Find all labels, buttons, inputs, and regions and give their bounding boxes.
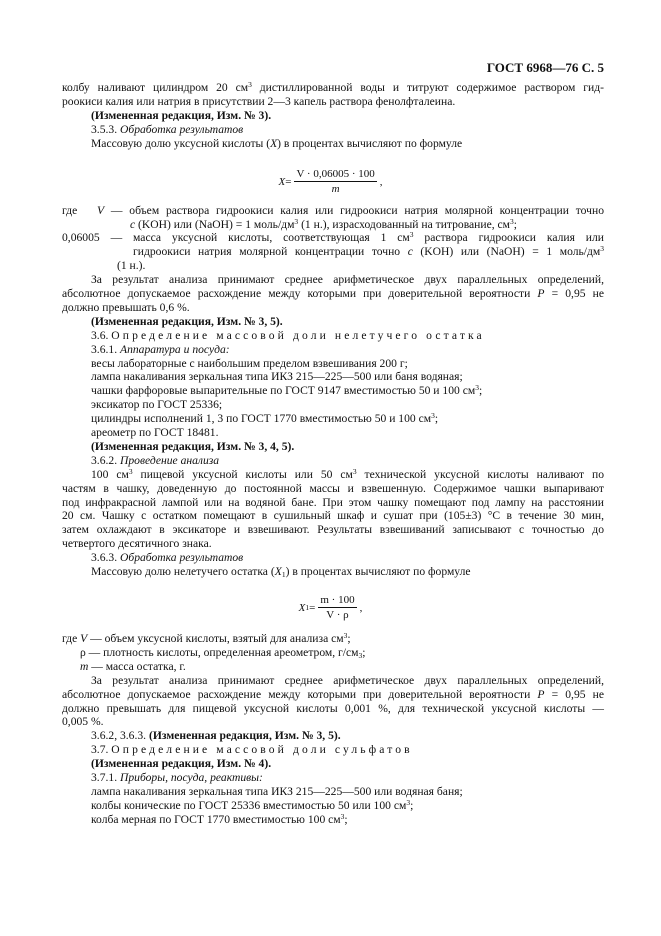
- formula-equals: =: [285, 175, 292, 188]
- formula-denominator: V · ρ: [326, 609, 349, 621]
- text-segment: За результат анализа принимают среднее арифметическое двух параллельных определений,: [91, 673, 604, 687]
- text-line: [62, 496, 604, 510]
- text-segment: эксикатор по ГОСТ 25336;: [91, 398, 223, 412]
- text-line: [91, 109, 604, 123]
- amendment-note: (Измененная редакция, Изм. № 4).: [91, 757, 272, 771]
- text-segment: абсолютное допускаемое расхождение между которыми при доверительной вероятности: [62, 687, 538, 701]
- text-line: [62, 482, 604, 496]
- italic-text: P: [537, 687, 545, 701]
- amendment-note: (Измененная редакция, Изм. № 3, 5).: [148, 729, 341, 743]
- text-segment: колба мерная по ГОСТ 1770 вместимостью 100 см: [91, 812, 341, 826]
- text-segment: гидроокиси натрия молярной концентрации точно: [133, 245, 408, 259]
- text-segment: должно превышать для пищевой уксусной кислоты 0,001 %, для технической уксусной кислоты —: [62, 701, 604, 715]
- formula-denominator: m: [331, 183, 340, 195]
- text-line: [62, 301, 604, 315]
- text-line: [91, 729, 604, 743]
- text-line: [62, 231, 604, 245]
- text-line: [91, 757, 604, 771]
- text-segment: пищевой уксусной кислоты или 50 см: [132, 467, 353, 481]
- italic-text: V: [97, 203, 105, 217]
- superscript: 3: [340, 811, 345, 821]
- text-segment: чашки фарфоровые выпарительные по ГОСТ 9147 вместимостью 50 и 100 см: [91, 384, 476, 398]
- text-segment: = 0,95 не: [544, 687, 604, 701]
- text-segment: колбы конические по ГОСТ 25336 вместимостью 50 или 100 см: [91, 798, 407, 812]
- text-line: [80, 660, 604, 674]
- italic-text: X: [274, 565, 282, 578]
- text-segment: весы лабораторные с наибольшим пределом взвешивания 200 г;: [91, 356, 408, 370]
- text-segment: технической уксусной кислоты наливают по: [356, 467, 604, 481]
- text-line: [91, 123, 604, 137]
- text-line: [62, 203, 604, 218]
- text-segment: 3.6.: [91, 328, 112, 342]
- text-line: [91, 426, 604, 440]
- text-segment: ;: [434, 412, 439, 426]
- amendment-note: (Измененная редакция, Изм. № 3, 5).: [91, 314, 283, 328]
- text-line: [62, 81, 604, 95]
- italic-text: c: [407, 245, 413, 259]
- text-segment: дистиллированной воды и титруют содержимое раствором гид-: [251, 81, 604, 94]
- text-segment: ρ — плотность кислоты, определенная ареометром, г/см: [80, 645, 359, 659]
- text-segment: 3.6.1.: [91, 342, 120, 356]
- text-line: [62, 632, 604, 646]
- text-line: [62, 537, 604, 551]
- text-segment: лампа накаливания зеркальная типа ИКЗ 215—225—500 или водяная баня;: [91, 784, 463, 798]
- text-segment: абсолютное допускаемое расхождение между которыми при доверительной вероятности: [62, 287, 538, 300]
- formula-numerator: m · 100: [320, 594, 355, 606]
- italic-text: Обработка результатов: [119, 122, 244, 136]
- text-line: [91, 468, 604, 482]
- text-line: [62, 523, 604, 537]
- text-line: [91, 273, 604, 287]
- amendment-note: (Измененная редакция, Изм. № 3).: [91, 108, 272, 122]
- text-segment: раствора гидроокиси калия или: [413, 231, 605, 245]
- formula-equals: =: [309, 601, 316, 614]
- formula-fraction: [318, 594, 356, 621]
- superscript: 3: [431, 411, 435, 421]
- text-segment: колбу наливают цилиндром 20 см: [62, 81, 249, 94]
- italic-text: Приборы, посуда, реактивы:: [119, 771, 263, 784]
- text-segment: 20 см. Чашку с остатком помещают в сушильный шкаф и сушат при (105±3) °С в течение 30 мин,: [62, 509, 604, 523]
- text-line: [62, 509, 604, 523]
- formula-comma: ,: [359, 601, 363, 614]
- text-segment: частям в чашку, доведенную до постоянной массы и взвешенную. Содержимое чашки выпаривают: [62, 481, 604, 495]
- text-line: [91, 674, 604, 688]
- text-segment: под инфракрасной лампой или на водяной бане. При этом чашку помещают под лампу на расстоянии: [62, 495, 604, 509]
- text-line: [91, 357, 604, 371]
- text-line: [91, 813, 604, 827]
- text-segment: За результат анализа принимают среднее арифметическое двух параллельных определений,: [91, 273, 604, 287]
- subscript: 1: [281, 570, 286, 579]
- formula-numerator: V · 0,06005 · 100: [296, 168, 375, 180]
- text-segment: затем охлаждают в эксикаторе и взвешивают. Результаты взвешиваний записывают с точностью до: [62, 523, 604, 537]
- text-segment: Массовую долю нелетучего остатка (: [91, 565, 275, 578]
- text-line: [91, 412, 604, 426]
- text-segment: ) в процентах вычисляют по формуле: [277, 136, 463, 150]
- formula-lhs: X: [278, 175, 286, 188]
- text-segment: ;: [344, 812, 348, 826]
- italic-text: V: [80, 632, 88, 645]
- text-segment: 3.6.2, 3.6.3.: [91, 729, 149, 743]
- text-line: [91, 743, 604, 757]
- formula-nonvolatile-residue: X 1 = $\frac{m \cdot 100}{V \cdot \rho}$ ,: [298, 594, 363, 621]
- text-line: [62, 702, 604, 716]
- text-segment: где: [62, 632, 81, 645]
- formula-lhs: X: [298, 601, 306, 614]
- superscript: 3: [128, 466, 133, 476]
- italic-text: X: [270, 136, 278, 150]
- text-segment: роокиси калия или натрия в присутствии 2—3 капель раствора фенолфталеина.: [62, 94, 456, 108]
- superscript: 3: [510, 216, 514, 226]
- superscript: 3: [294, 216, 299, 226]
- text-segment: 100 см: [91, 467, 129, 481]
- text-segment: 3.7.: [91, 743, 112, 757]
- superscript: 3: [475, 383, 479, 393]
- text-segment: 0,005 %.: [62, 715, 104, 729]
- text-segment: ;: [513, 217, 517, 231]
- superscript: 3: [343, 631, 348, 640]
- text-line: [91, 315, 604, 329]
- where-label: где: [62, 203, 78, 217]
- text-segment: 0,06005 — масса уксусной кислоты, соответствующая 1 см: [62, 231, 410, 245]
- text-segment: ;: [347, 632, 351, 645]
- text-line: [91, 785, 604, 799]
- text-segment: ) в процентах вычисляют по формуле: [285, 565, 471, 578]
- text-line: [91, 551, 604, 565]
- text-segment: должно превышать 0,6 %.: [62, 300, 190, 314]
- section-heading: Определение массовой доли нелетучего остатка: [111, 328, 485, 342]
- text-segment: ;: [478, 384, 483, 398]
- text-segment: 3.6.3.: [91, 551, 120, 565]
- italic-text: c: [130, 217, 136, 231]
- text-line: [91, 137, 604, 151]
- text-line: [130, 218, 604, 232]
- italic-text: Проведение анализа: [119, 453, 220, 467]
- text-line: [91, 771, 604, 785]
- text-segment: ареометр по ГОСТ 18481.: [91, 426, 219, 439]
- text-line: [91, 384, 604, 398]
- text-segment: (KOH) или (NaOH) = 1 моль/дм: [135, 217, 295, 231]
- text-line: [91, 343, 604, 357]
- superscript: 3: [409, 230, 414, 240]
- text-segment: ;: [362, 645, 366, 659]
- text-line: [91, 454, 604, 468]
- text-segment: — объем раствора гидроокиси калия или гидроокиси натрия молярной концентрации точно: [104, 203, 604, 217]
- text-segment: лампа накаливания зеркальная типа ИКЗ 215—225—500 или баня водяная;: [91, 370, 463, 384]
- text-segment: Массовую долю уксусной кислоты (: [91, 136, 271, 150]
- amendment-note: (Измененная редакция, Изм. № 3, 4, 5).: [91, 439, 295, 453]
- text-segment: (KOH) или (NaOH) = 1 моль/дм: [412, 245, 601, 259]
- text-line: [80, 646, 604, 660]
- text-line: [62, 287, 604, 301]
- text-line: [91, 565, 604, 579]
- superscript: 3: [600, 244, 604, 254]
- text-segment: четвертого десятичного знака.: [62, 537, 212, 551]
- text-line: [133, 245, 604, 259]
- superscript: 3: [406, 797, 411, 807]
- text-line: [91, 398, 604, 412]
- text-line: [62, 95, 604, 109]
- text-line: [91, 370, 604, 384]
- text-line: [62, 688, 604, 702]
- text-segment: = 0,95 не: [544, 287, 604, 300]
- text-segment: — объем уксусной кислоты, взятый для анализа см: [87, 632, 344, 645]
- text-line: [117, 259, 604, 273]
- text-line: [62, 715, 604, 729]
- formula-fraction: [294, 168, 376, 195]
- text-segment: ;: [410, 798, 414, 812]
- text-line: [91, 440, 604, 454]
- text-segment: 3.7.1.: [91, 771, 120, 784]
- section-heading: Определение массовой доли сульфатов: [111, 743, 413, 757]
- italic-text: Аппаратура и посуда:: [119, 342, 230, 356]
- text-segment: — масса остатка, г.: [88, 659, 186, 673]
- page-header-title: ГОСТ 6968—76 С. 5: [486, 60, 604, 75]
- text-segment: 3.5.3.: [91, 122, 120, 136]
- subscript: 3: [358, 650, 363, 660]
- text-segment: 3.6.2.: [91, 453, 120, 467]
- superscript: 3: [352, 466, 357, 476]
- text-segment: (1 н.), израсходованный на титрование, см: [298, 217, 511, 231]
- italic-text: P: [537, 287, 545, 300]
- italic-text: m: [80, 659, 89, 673]
- superscript: 3: [248, 80, 252, 89]
- text-segment: цилиндры исполнений 1, 3 по ГОСТ 1770 вместимостью 50 и 100 см: [91, 412, 432, 426]
- text-segment: (1 н.).: [117, 259, 146, 273]
- text-line: [91, 329, 604, 343]
- formula-acetic-acid-fraction: [0, 168, 661, 195]
- text-line: [91, 799, 604, 813]
- formula-comma: ,: [379, 175, 383, 188]
- italic-text: Обработка результатов: [119, 551, 244, 565]
